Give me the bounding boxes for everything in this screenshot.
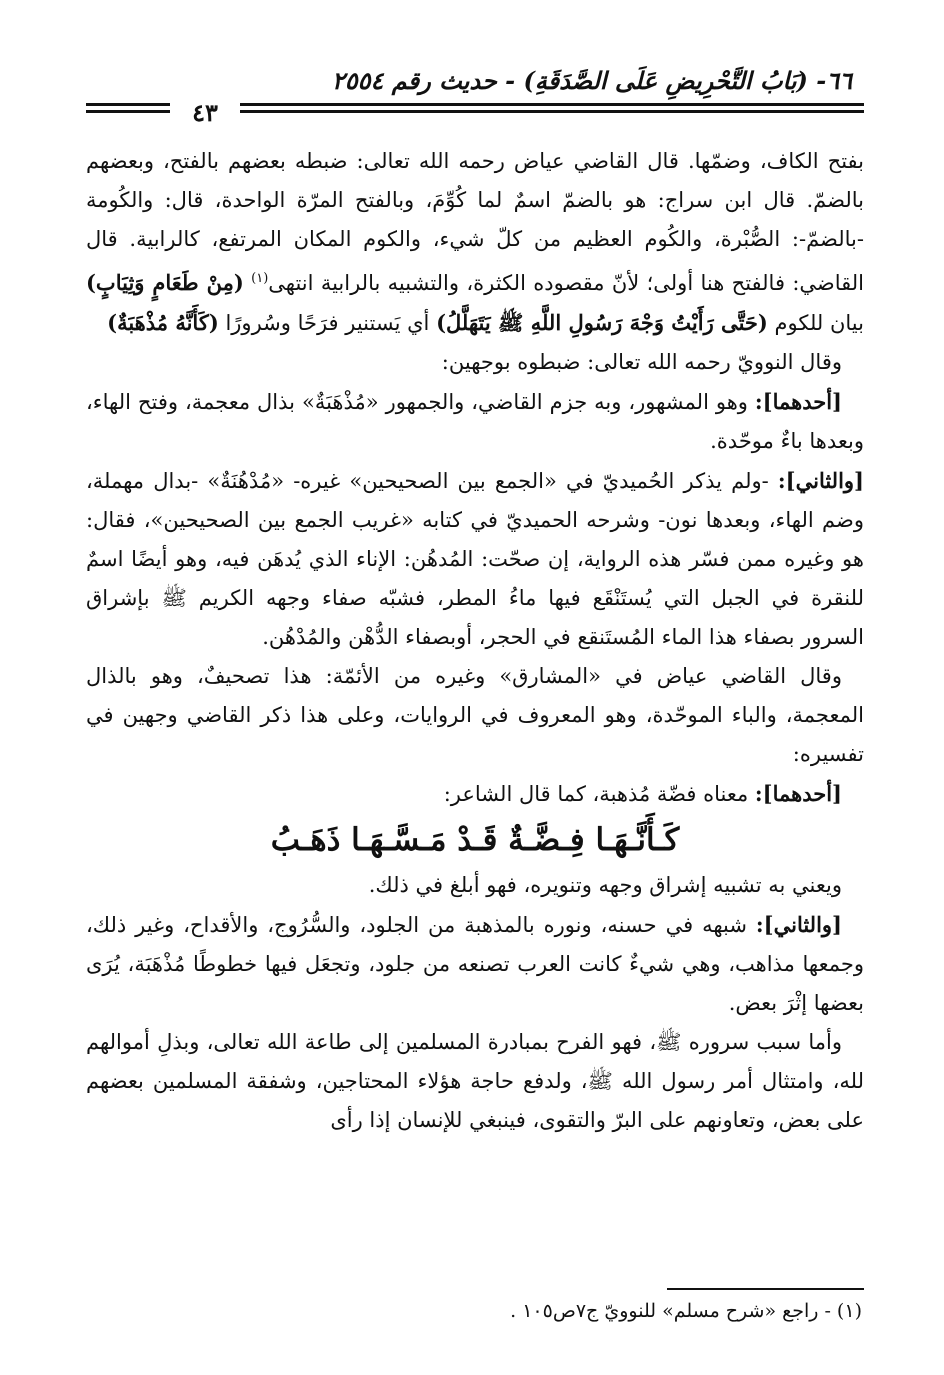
footnote-ref: (١): [251, 271, 269, 286]
paragraph-9: وأما سبب سروره ﷺ، فهو الفرح بمبادرة المسلمين إلى طاعة الله تعالى، وبذلِ أموالهم لله، وامتثال أمر رسول الله ﷺ، ولدفع حاجة هؤلاء المحتاجين، وشفقة المسلمين بعضهم على بعض، وتعاونهم على البرّ والتقوى، فينبغي للإنسان إذا رأى: [86, 1030, 864, 1132]
paragraph-6: [أحدهما]: معناه فضّة مُذهبة، كما قال الشاعر:: [443, 781, 842, 806]
section-label: [أحدهما]:: [754, 389, 842, 414]
header-rule-right-2: [240, 110, 864, 113]
section-label: [والثاني]:: [777, 468, 864, 493]
header-rule-left-2: [86, 110, 170, 113]
paragraph-2: وقال النوويّ رحمه الله تعالى: ضبطوه بوجهين:: [441, 350, 842, 374]
running-header-title: ٦٦- (بَابُ التَّحْرِيضِ عَلَى الصَّدَقَةِ) - حديث رقم ٢٥٥٤: [331, 66, 852, 95]
paragraph-8: [والثاني]: شبهه في حسنه، ونوره بالمذهبة من الجلود، والسُّرُوج، والأقداح، وغير ذلك، وجمعها مذاهب، وهي شيءٌ كانت العرب تصنعه من جلود، وتجعَل فيها خطوطًا مُذْهَبَة، يُرَى بعضها إثْرَ بعض.: [86, 912, 864, 1015]
paragraph-4: [والثاني]: -ولم يذكر الحُميديّ في «الجمع بين الصحيحين» غيره- «مُدْهُنَةٌ» -بدال مهملة، وضم الهاء، وبعدها نون- وشرحه الحميديّ في كتابه «غريب الجمع بين الصحيحين»، فقال: هو وغيره ممن فسّر هذه الرواية، إن صحّت: المُدهُن: الإناء الذي يُدهَن فيه، وهو أيضًا اسمٌ للنقرة في الجبل التي يُستَنْقَع فيها ماءُ المطر، فشبّه صفاء وجهه الكريم ﷺ بإشراق السرور بصفاء هذا الماء المُستَنقع في الحجر، أوبصفاء الدُّهْن والمُدْهُن.: [86, 468, 864, 649]
paragraph-7: ويعني به تشبيه إشراق وجهه وتنويره، فهو أبلغ في ذلك.: [368, 873, 842, 897]
footnote-separator: [667, 1288, 864, 1290]
header-rule-left: [86, 103, 170, 106]
section-label: [أحدهما]:: [754, 781, 842, 806]
paragraph-3: [أحدهما]: وهو المشهور، وبه جزم القاضي، والجمهور «مُذْهَبَةٌ» بذال معجمة، وفتح الهاء، وبعدها باءٌ موحّدة.: [86, 389, 864, 453]
poetry-verse: كَـأَنَّـهَـا فِـضَّـةٌ قَـدْ مَـسَّـهَـا ذَهَـبُ: [270, 822, 680, 858]
paragraph-5: وقال القاضي عياض في «المشارق» وغيره من الأئمّة: هذا تصحيفٌ، وهو بالذال المعجمة، والباء الموحّدة، وهو المعروف في الروايات، وعلى هذا ذكر القاضي وجهين في تفسيره:: [86, 664, 864, 766]
footnote: (١) - راجع «شرح مسلم» للنوويّ ج٧ص١٠٥ .: [510, 1300, 862, 1322]
section-label: [والثاني]:: [755, 912, 842, 937]
hadith-quote: (كَأَنَّهُ مُذْهَبَةٌ): [107, 310, 219, 335]
page-number: ٤٣: [192, 98, 218, 127]
paragraph-1: بفتح الكاف، وضمّها. قال القاضي عياض رحمه الله تعالى: ضبطه بعضهم بالفتح، وبعضهم بالضمّ. قال ابن سراج: هو بالضمّ اسمٌ لما كُوِّمَ، وبالفتح المرّة الواحدة، قال: والكُومة -بالضمّ-: الصُّبْرة، والكُوم العظيم من كلّ شيء، والكوم المكان المرتفع، كالرابية. قال القاضي: فالفتح هنا أولى؛ لأنّ مقصوده الكثرة، والتشبيه بالرابية انتهى$^{(١)}$ (مِنْ طَعَامٍ وَثِيَابٍ) بيان للكوم (حَتَّى رَأَيْتُ وَجْهَ رَسُولِ اللَّهِ ﷺ يَتَهَلَّلُ) أي يَستنير فرَحًا وسُرورًا (كَأَنَّهُ مُذْهَبَةٌ): [86, 149, 864, 335]
header-rule-right: [240, 103, 864, 106]
hadith-quote: (مِنْ طَعَامٍ وَثِيَابٍ): [86, 270, 244, 295]
hadith-quote: (حَتَّى رَأَيْتُ وَجْهَ رَسُولِ اللَّهِ ﷺ يَتَهَلَّلُ): [436, 310, 768, 335]
main-text: [86, 142, 864, 1140]
